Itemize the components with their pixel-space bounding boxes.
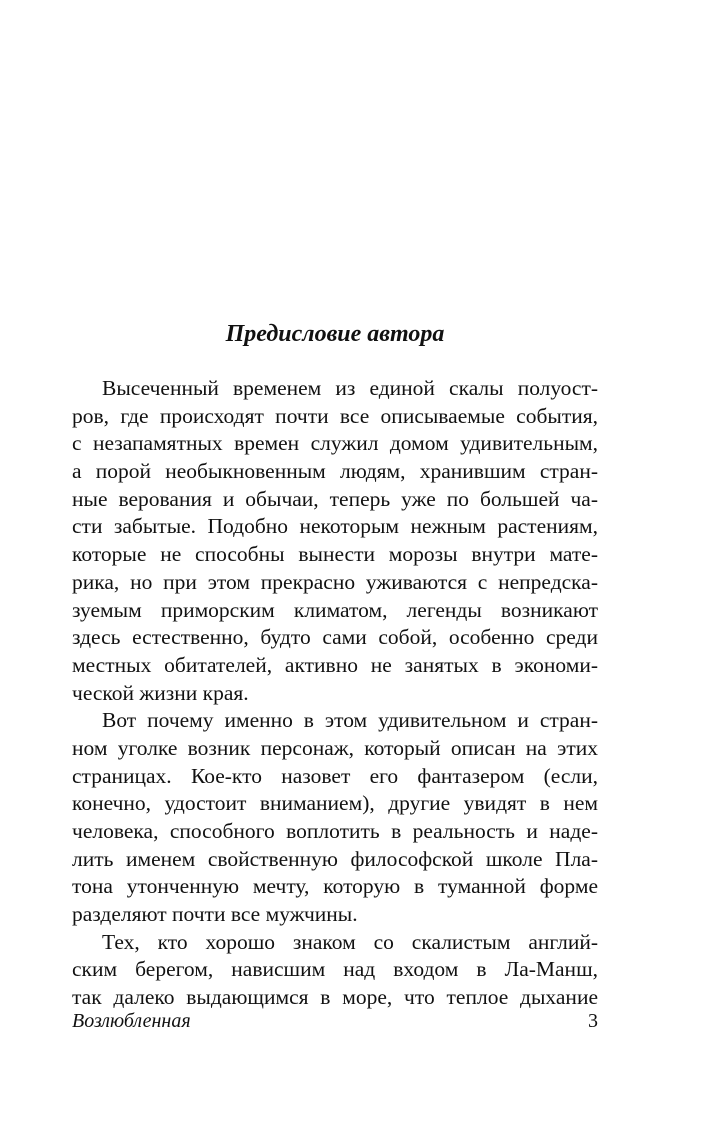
text-line: рика, но при этом прекрасно уживаются с непредска- (72, 569, 598, 594)
text-line: Высеченный временем из единой скалы полуост- (102, 376, 598, 400)
text-line: а порой необыкновенным людям, хранившим стран- (72, 459, 598, 484)
chapter-title: Предисловие автора (225, 321, 445, 347)
text-line: ном уголке возник персонаж, который описан на этих (72, 735, 598, 760)
text-line: Вот почему именно в этом удивительном и стран- (102, 708, 598, 733)
text-line: человека, способного воплотить в реальность и наде- (72, 819, 598, 843)
text-line: разделяют почти все мужчины. (72, 902, 358, 927)
text-line: лить именем свойственную философской школе Пла- (72, 846, 598, 871)
text-line: которые не способны вынести морозы внутри мате- (72, 542, 598, 567)
text-line: так далеко выдающимся в море, что теплое дыхание (72, 985, 598, 1010)
text-line: сти забытые. Подобно некоторым нежным растениям, (72, 514, 598, 539)
text-line: Тех, кто хорошо знаком со скалистым англий- (102, 929, 598, 954)
body-text (72, 375, 598, 1012)
text-line: ческой жизни края. (72, 680, 249, 705)
text-line: тона утонченную мечту, которую в туманной форме (72, 874, 598, 899)
page-number: 3 (588, 1010, 598, 1032)
text-line: здесь естественно, будто сами собой, особенно среди (72, 625, 598, 650)
text-line: местных обитателей, активно не занятых в экономи- (72, 652, 598, 677)
page-footer (72, 1006, 598, 1036)
text-line: страницах. Кое-кто назовет его фантазером (если, (72, 763, 598, 788)
text-line: ским берегом, нависшим над входом в Ла-Манш, (72, 957, 598, 982)
text-line: конечно, удостоит вниманием), другие увидят в нем (72, 791, 598, 816)
text-line: зуемым приморским климатом, легенды возникают (72, 597, 598, 622)
text-line: с незапамятных времен служил домом удивительным, (72, 431, 598, 456)
running-title: Возлюбленная (72, 1010, 191, 1032)
text-line: ров, где происходят почти все описываемые события, (72, 403, 598, 428)
text-line: ные верования и обычаи, теперь уже по большей ча- (72, 486, 598, 511)
